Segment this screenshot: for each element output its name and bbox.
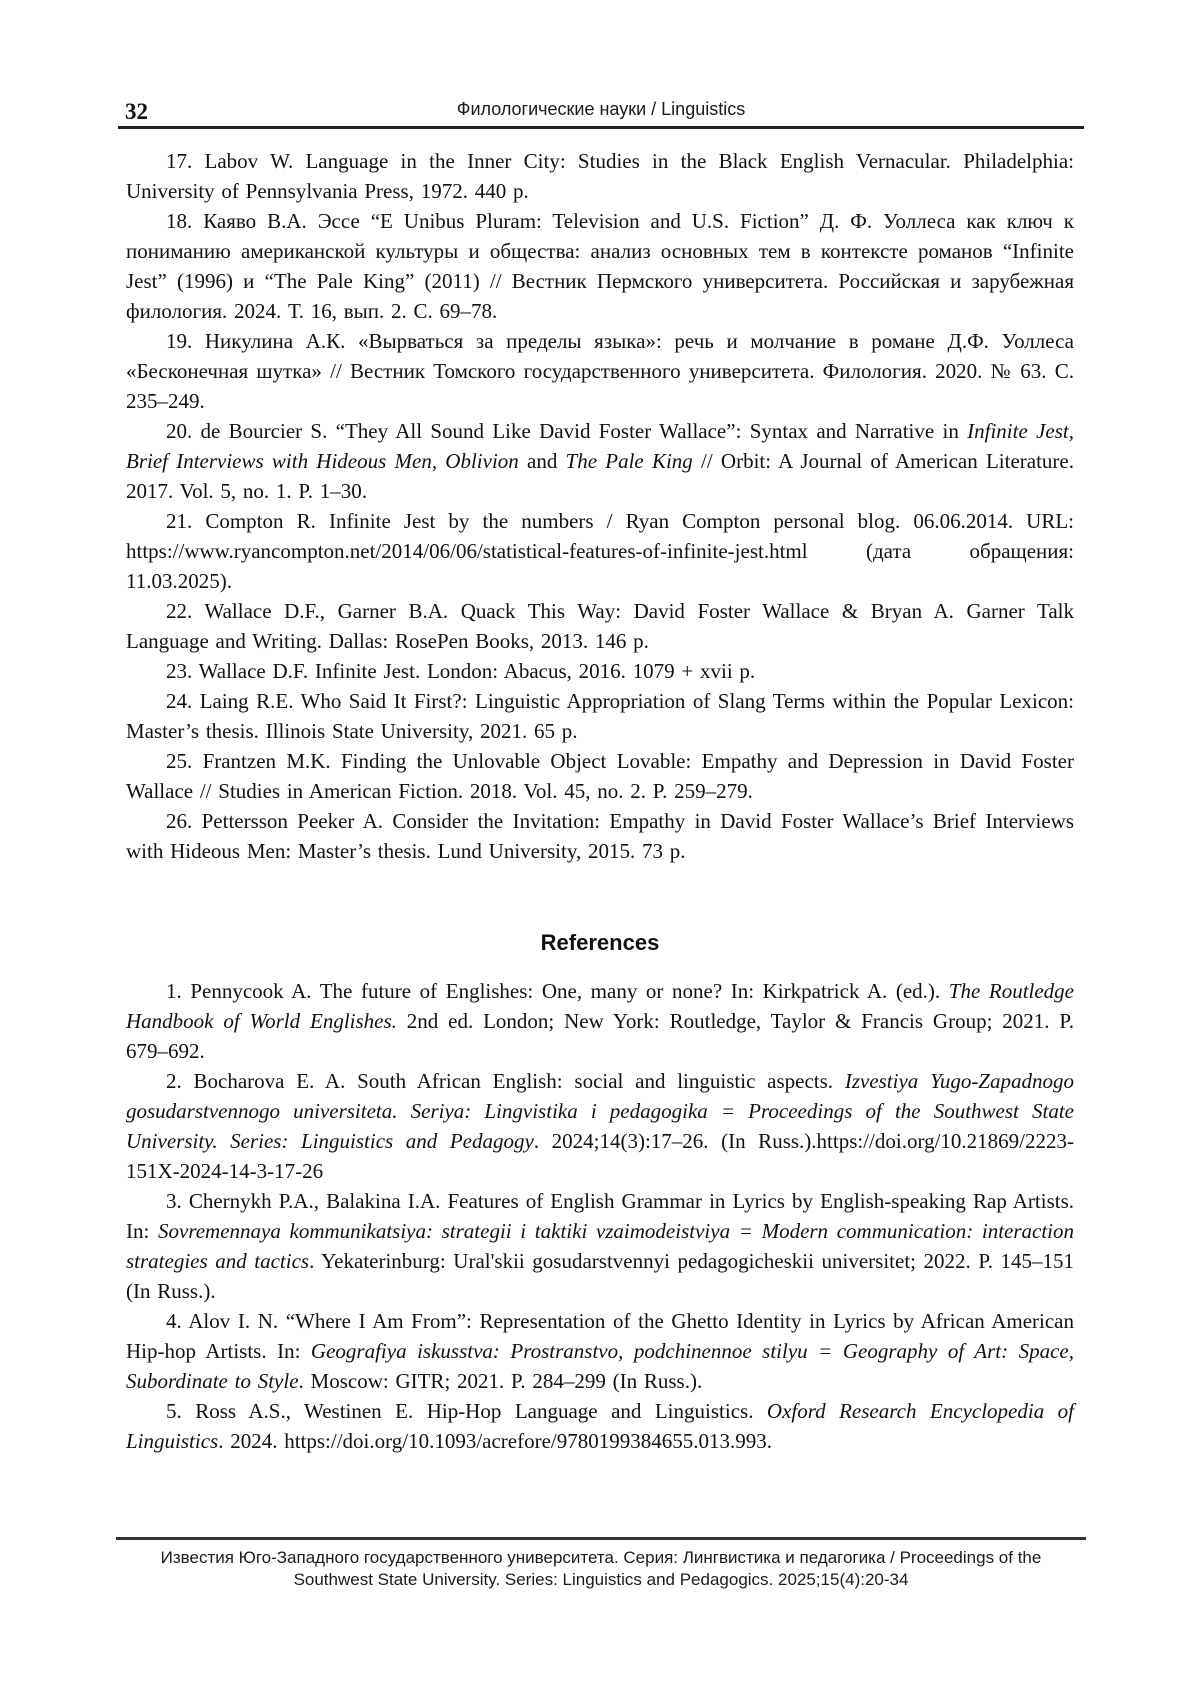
reference-entry xyxy=(126,656,1074,686)
reference-text-italic: Geografiya iskusstva: Prostranstvo, podchinennoe stilyu = Geography of Art: Space, Subordinate to Style xyxy=(126,1339,1074,1393)
reference-number: 24. xyxy=(166,689,200,713)
reference-entry xyxy=(126,596,1074,656)
reference-text: Alov I. N. “Where I Am From”: Representation of the Ghetto Identity in Lyrics by African American Hip-hop Artists. In: xyxy=(126,1309,1075,1363)
footer-line-1: Известия Юго-Западного государственного университета. Серия: Лингвистика и педагогика / Proceedings of the xyxy=(160,1548,1042,1567)
reference-entry xyxy=(126,146,1074,206)
reference-text: and xyxy=(518,449,566,473)
reference-text: de Bourcier S. “They All Sound Like David Foster Wallace”: Syntax and Narrative in xyxy=(200,419,968,443)
reference-text: . 2024. https://doi.org/10.1093/acrefore/9780199384655.013.993. xyxy=(218,1429,772,1453)
reference-text: Wallace D.F. Infinite Jest. London: Abacus, 2016. 1079 + xvii p. xyxy=(198,659,756,683)
reference-text-italic: Izvestiya Yugo-Zapadnogo gosudarstvennogo universiteta. Seriya: Lingvistika i pedagogika = Proceedings of the Southwest State University. Series: Linguistics and Pedagogy xyxy=(126,1069,1074,1153)
references-list xyxy=(126,976,1074,1456)
reference-number: 20. xyxy=(166,419,201,443)
reference-entry xyxy=(126,686,1074,746)
reference-entry xyxy=(126,1186,1074,1306)
reference-number: 2. xyxy=(166,1069,194,1093)
reference-text: . Moscow: GITR; 2021. P. 284–299 (In Russ.). xyxy=(298,1369,703,1393)
reference-text: Каяво В.А. Эссе “E Unibus Pluram: Television and U.S. Fiction” Д. Ф. Уоллеса как ключ к пониманию американской культуры и общества: анализ основных тем в контексте романов “Infinite Jest” (1996) и “The Pale King” (2011) // Вестник Пермского университета. Российская и зарубежная филология. 2024. Т. 16, вып. 2. С. 69–78. xyxy=(126,209,1074,323)
reference-number: 21. xyxy=(166,509,206,533)
reference-text: Pettersson Peeker A. Consider the Invitation: Empathy in David Foster Wallace’s Brief Interviews with Hideous Men: Master’s thesis. Lund University, 2015. 73 p. xyxy=(126,809,1074,863)
reference-number: 23. xyxy=(166,659,199,683)
reference-text-italic: The Routledge Handbook of World Englishes. xyxy=(126,979,1075,1033)
reference-number: 5. xyxy=(166,1399,196,1423)
bibliography-list xyxy=(126,146,1074,866)
page-footer xyxy=(116,1537,1086,1591)
reference-number: 4. xyxy=(166,1309,189,1333)
reference-text-italic: Sovremennaya kommunikatsiya: strategii i taktiki vzaimodeistviya = Modern communication: interaction strategies and tactics xyxy=(126,1219,1075,1273)
reference-entry xyxy=(126,1396,1074,1456)
reference-number: 1. xyxy=(166,979,191,1003)
reference-text-italic: The Pale King xyxy=(565,449,693,473)
reference-text: Никулина А.К. «Вырваться за пределы языка»: речь и молчание в романе Д.Ф. Уоллеса «Бесконечная шутка» // Вестник Томского государственного университета. Филология. 2020. № 63. С. 235–249. xyxy=(126,329,1074,413)
reference-entry xyxy=(126,326,1074,416)
page-header xyxy=(118,96,1084,129)
bibliography-section xyxy=(126,146,1074,866)
reference-number: 17. xyxy=(166,149,205,173)
reference-entry xyxy=(126,506,1074,596)
reference-number: 18. xyxy=(166,209,204,233)
reference-entry xyxy=(126,1306,1074,1396)
references-section xyxy=(126,976,1074,1456)
reference-text: Pennycook A. The future of Englishes: One, many or none? In: Kirkpatrick A. (ed.). xyxy=(190,979,949,1003)
reference-text: . Yekaterinburg: Ural'skii gosudarstvennyi pedagogicheskii universitet; 2022. P. 145–151 (In Russ.). xyxy=(126,1249,1075,1303)
reference-entry xyxy=(126,746,1074,806)
references-heading: References xyxy=(540,930,660,955)
footer-line-2: Southwest State University. Series: Linguistics and Pedagogics. 2025;15(4):20-34 xyxy=(293,1570,909,1589)
running-title: Филологические науки / Linguistics xyxy=(456,99,746,119)
reference-text-italic: Oxford Research Encyclopedia of Linguistics xyxy=(126,1399,1075,1453)
reference-number: 19. xyxy=(166,329,205,353)
reference-text: Wallace D.F., Garner B.A. Quack This Way: David Foster Wallace & Bryan A. Garner Talk Language and Writing. Dallas: RosePen Books, 2013. 146 p. xyxy=(126,599,1074,653)
reference-entry xyxy=(126,1066,1074,1186)
reference-text: Bocharova E. A. South African English: social and linguistic aspects. xyxy=(193,1069,845,1093)
reference-number: 25. xyxy=(166,749,203,773)
reference-text: Laing R.E. Who Said It First?: Linguistic Appropriation of Slang Terms within the Popular Lexicon: Master’s thesis. Illinois State University, 2021. 65 p. xyxy=(126,689,1074,743)
page-body xyxy=(126,146,1074,1456)
reference-text: 2nd ed. London; New York: Routledge, Taylor & Francis Group; 2021. P. 679–692. xyxy=(126,1009,1074,1063)
reference-text: Chernykh P.A., Balakina I.A. Features of English Grammar in Lyrics by English-speaking Rap Artists. In: xyxy=(126,1189,1074,1243)
reference-number: 3. xyxy=(166,1189,189,1213)
reference-text: Ross A.S., Westinen E. Hip-Hop Language and Linguistics. xyxy=(195,1399,767,1423)
reference-entry xyxy=(126,206,1074,326)
reference-number: 26. xyxy=(166,809,202,833)
reference-number: 22. xyxy=(166,599,205,623)
reference-text: Compton R. Infinite Jest by the numbers / Ryan Compton personal blog. 06.06.2014. URL: https://www.ryancompton.net/2014/06/06/statistical-features-of-infinite-jest.html (дата обращения: 11.03.2025). xyxy=(126,509,1075,593)
reference-entry xyxy=(126,416,1074,506)
page-number: 32 xyxy=(125,99,148,124)
reference-entry xyxy=(126,806,1074,866)
reference-text: // Orbit: A Journal of American Literature. 2017. Vol. 5, no. 1. P. 1–30. xyxy=(126,449,1074,503)
reference-text: . 2024;14(3):17–26. (In Russ.).https://doi.org/10.21869/2223-151X-2024-14-3-17-26 xyxy=(126,1129,1074,1183)
reference-text-italic: Infinite Jest, Brief Interviews with Hideous Men, Oblivion xyxy=(126,419,1074,473)
reference-text: Frantzen M.K. Finding the Unlovable Object Lovable: Empathy and Depression in David Foster Wallace // Studies in American Fiction. 2018. Vol. 45, no. 2. P. 259–279. xyxy=(126,749,1074,803)
reference-entry xyxy=(126,976,1074,1066)
reference-text: Labov W. Language in the Inner City: Studies in the Black English Vernacular. Philadelphia: University of Pennsylvania Press, 1972. 440 p. xyxy=(126,149,1075,203)
